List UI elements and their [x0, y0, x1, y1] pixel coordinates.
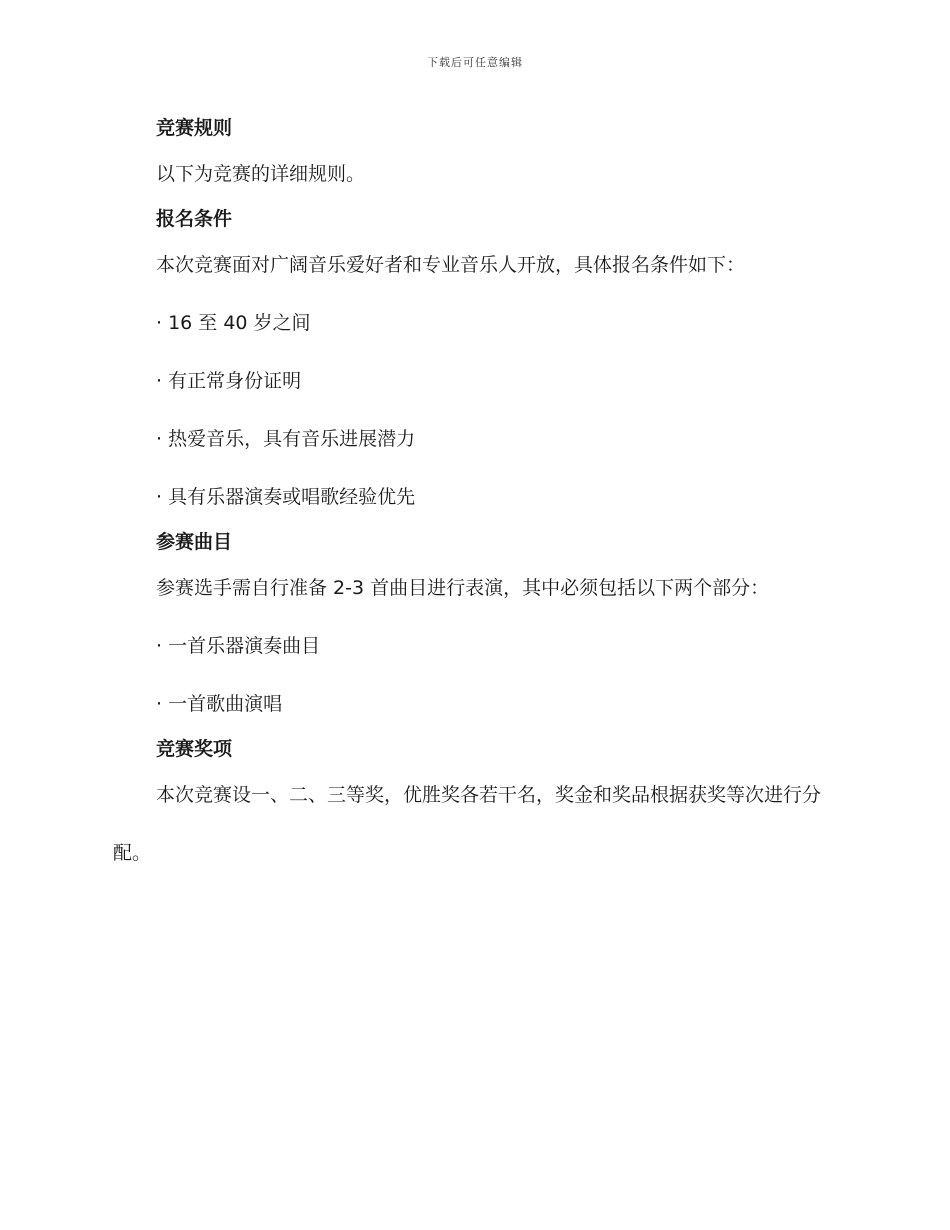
signup-intro: 本次竞赛面对广阔音乐爱好者和专业音乐人开放，具体报名条件如下： [156, 254, 746, 276]
list-item: · 一首乐器演奏曲目 [156, 635, 321, 657]
repertoire-intro: 参赛选手需自行准备 2-3 首曲目进行表演，其中必须包括以下两个部分： [156, 577, 770, 599]
section-title-rules: 竞赛规则 [156, 117, 233, 139]
rules-intro: 以下为竞赛的详细规则。 [156, 163, 366, 185]
section-title-awards: 竞赛奖项 [156, 738, 233, 760]
list-item: · 具有乐器演奏或唱歌经验优先 [156, 486, 416, 508]
awards-text: 本次竞赛设一、二、三等奖，优胜奖各若干名，奖金和奖品根据获奖等次进行分配。 [113, 784, 822, 864]
list-item: · 16 至 40 岁之间 [156, 312, 311, 334]
list-item: · 热爱音乐，具有音乐进展潜力 [156, 428, 416, 450]
list-item: · 有正常身份证明 [156, 370, 302, 392]
list-item: · 一首歌曲演唱 [156, 693, 283, 715]
section-title-signup: 报名条件 [156, 208, 233, 230]
page-header-note: 下载后可任意编辑 [427, 56, 523, 69]
document-body [113, 112, 838, 882]
section-title-repertoire: 参赛曲目 [156, 531, 233, 553]
